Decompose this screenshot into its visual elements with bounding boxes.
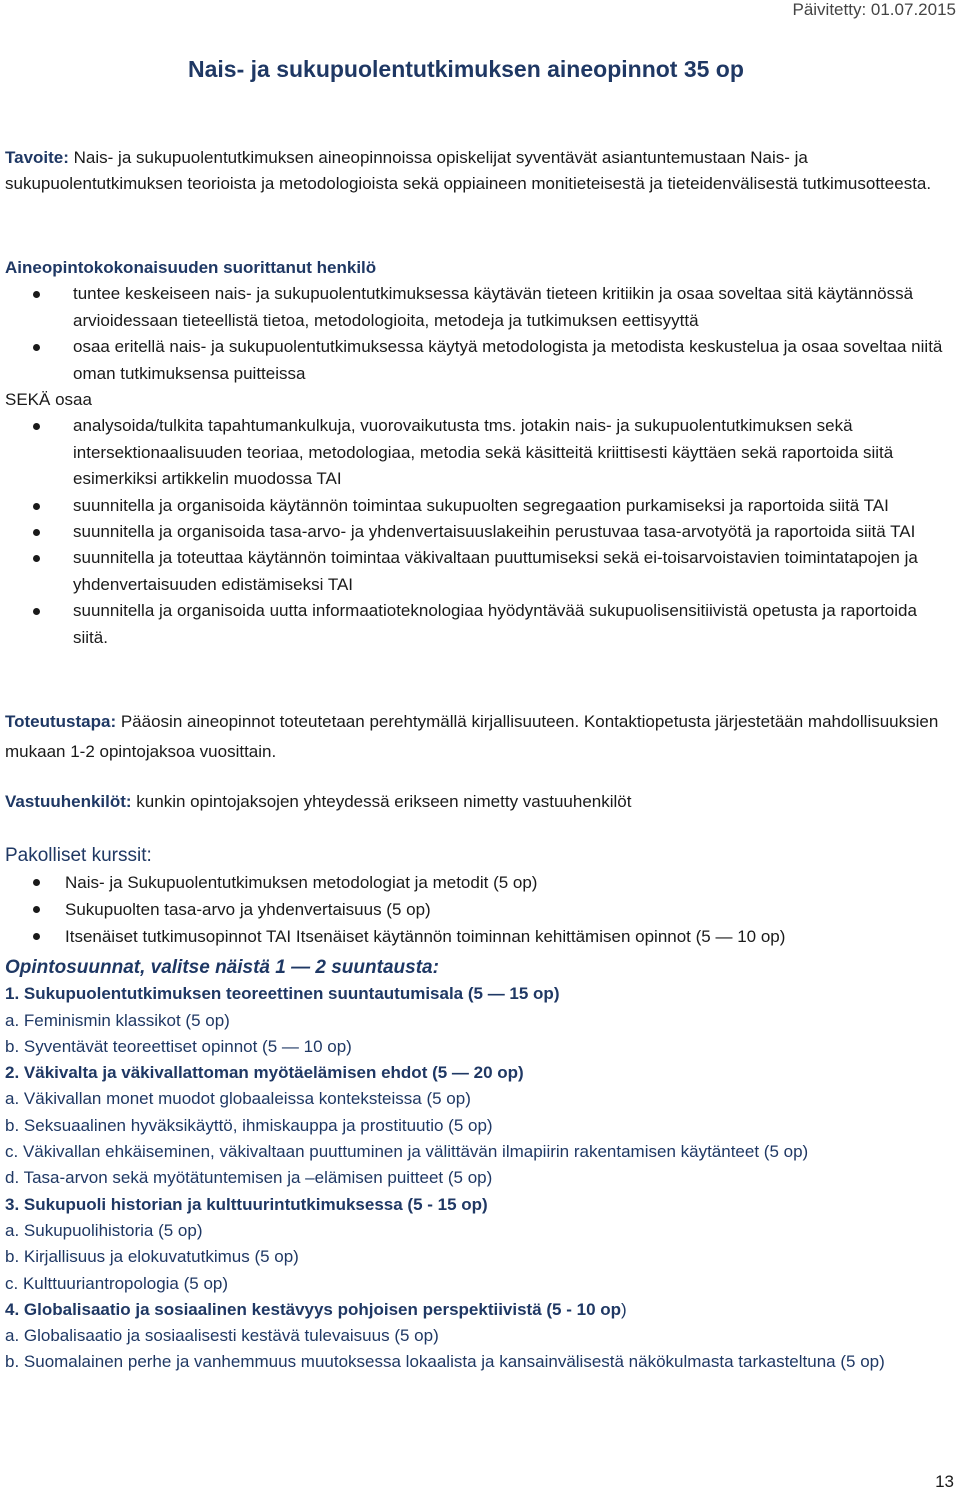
track-item: a. Väkivallan monet muodot globaaleissa konteksteissa (5 op) bbox=[5, 1089, 471, 1109]
also-item: suunnitella ja organisoida uutta informaatioteknologiaa hyödyntävää sukupuolisensitiivistä opetusta ja raportoida siitä. bbox=[5, 598, 956, 651]
track-title: 3. Sukupuoli historian ja kulttuurintutkimuksessa (5 - 15 op) bbox=[5, 1194, 488, 1214]
page-number: 13 bbox=[935, 1472, 954, 1491]
implementation-label: Toteutustapa: bbox=[5, 712, 117, 731]
track-item: b. Suomalainen perhe ja vanhemmuus muutoksessa lokaalista ja kansainvälisestä näkökulmasta tarkasteltuna (5 op) bbox=[5, 1352, 885, 1372]
also-item: suunnitella ja organisoida tasa-arvo- ja yhdenvertaisuuslakeihin perustuvaa tasa-arvotyötä ja raportoida siitä TAI bbox=[5, 519, 956, 545]
track-item: a. Globalisaatio ja sosiaalisesti kestävä tulevaisuus (5 op) bbox=[5, 1326, 439, 1346]
responsible-label: Vastuuhenkilöt: bbox=[5, 792, 132, 811]
track-item: c. Kulttuuriantropologia (5 op) bbox=[5, 1273, 229, 1293]
track-item: d. Tasa-arvon sekä myötätuntemisen ja –elämisen puitteet (5 op) bbox=[5, 1168, 493, 1188]
page-title: Nais- ja sukupuolentutkimuksen aineopinnot 35 op bbox=[188, 56, 744, 82]
goal-section bbox=[5, 145, 956, 198]
mandatory-item: Nais- ja Sukupuolentutkimuksen metodologiat ja metodit (5 op) bbox=[33, 869, 956, 896]
track-item: b. Seksuaalinen hyväksikäyttö, ihmiskauppa ja prostituutio (5 op) bbox=[5, 1115, 493, 1135]
mandatory-section bbox=[5, 842, 956, 950]
track-item: c. Väkivallan ehkäiseminen, väkivaltaan puuttuminen ja välittävän ilmapiirin rakentamisen käytänteet (5 op) bbox=[5, 1142, 809, 1162]
tracks-section bbox=[5, 955, 956, 1376]
track-title: 4. Globalisaatio ja sosiaalinen kestävyys pohjoisen perspektiivistä (5 - 10 op) bbox=[5, 1299, 627, 1319]
updated-date: Päivitetty: 01.07.2015 bbox=[792, 0, 956, 19]
goal-label: Tavoite: bbox=[5, 148, 69, 167]
outcomes-section bbox=[5, 255, 956, 651]
implementation-paragraph bbox=[5, 707, 956, 767]
track-item: b. Syventävät teoreettiset opinnot (5 — 10 op) bbox=[5, 1036, 352, 1056]
responsible-paragraph bbox=[5, 789, 956, 815]
also-item: analysoida/tulkita tapahtumankulkuja, vuorovaikutusta tms. jotakin nais- ja sukupuolentutkimuksen sekä intersektionaalisuuden teoriaa, metodologiaa, metodia sekä käsitteitä kriittisesti käyttäen sekä raportoida siitä esimerkiksi artikkelin muodossa TAI bbox=[5, 413, 956, 492]
goal-text: Nais- ja sukupuolentutkimuksen aineopinnoissa opiskelijat syventävät asiantuntemustaan Nais- ja sukupuolentutkimuksen teorioista ja metodologioista sekä oppiaineen monitieteisestä ja tieteidenvälisestä tutkimusotteesta. bbox=[5, 148, 932, 194]
also-item: suunnitella ja toteuttaa käytännön toimintaa väkivaltaan puuttumiseksi sekä ei-toisarvoistavien toimintatapojen ja yhdenvertaisuuden edistämiseksi TAI bbox=[5, 545, 956, 598]
responsible-section bbox=[5, 789, 956, 815]
implementation-text: Pääosin aineopinnot toteutetaan perehtymällä kirjallisuuteen. Kontaktiopetusta järjestetään mahdollisuuksien mukaan 1-2 opintojaksoa vuosittain. bbox=[5, 712, 939, 761]
mandatory-heading: Pakolliset kurssit: bbox=[5, 845, 152, 866]
implementation-section bbox=[5, 707, 956, 767]
also-item: suunnitella ja organisoida käytännön toimintaa sukupuolten segregaation purkamiseksi ja raportoida siitä TAI bbox=[5, 493, 956, 519]
outcomes-heading: Aineopintokokonaisuuden suorittanut henkilö bbox=[5, 258, 377, 277]
responsible-text: kunkin opintojaksojen yhteydessä erikseen nimetty vastuuhenkilöt bbox=[131, 792, 632, 811]
goal-paragraph bbox=[5, 145, 956, 198]
also-list bbox=[5, 413, 956, 651]
tracks-heading: Opintosuunnat, valitse näistä 1 — 2 suuntausta: bbox=[5, 957, 439, 978]
track-item: a. Feminismin klassikot (5 op) bbox=[5, 1010, 230, 1030]
outcomes-list bbox=[5, 281, 956, 387]
mandatory-item: Itsenäiset tutkimusopinnot TAI Itsenäiset käytännön toiminnan kehittämisen opinnot (5 — 10 op) bbox=[33, 923, 956, 950]
also-label: SEKÄ osaa bbox=[5, 390, 92, 410]
track-title: 2. Väkivalta ja väkivallattoman myötäelämisen ehdot (5 — 20 op) bbox=[5, 1063, 524, 1083]
mandatory-item: Sukupuolten tasa-arvo ja yhdenvertaisuus (5 op) bbox=[33, 896, 956, 923]
mandatory-list bbox=[5, 869, 956, 950]
track-item: a. Sukupuolihistoria (5 op) bbox=[5, 1220, 203, 1240]
outcome-item: tuntee keskeiseen nais- ja sukupuolentutkimuksessa käytävän tieteen kritiikin ja osaa soveltaa sitä käytännössä arvioidessaan tieteellistä tietoa, metodologioita, metodeja ja tutkimuksen eettisyyttä bbox=[5, 281, 956, 334]
track-title: 1. Sukupuolentutkimuksen teoreettinen suuntautumisala (5 — 15 op) bbox=[5, 984, 560, 1004]
track-item: b. Kirjallisuus ja elokuvatutkimus (5 op) bbox=[5, 1247, 299, 1267]
outcome-item: osaa eritellä nais- ja sukupuolentutkimuksessa käytyä metodologista ja metodista keskustelua ja osaa soveltaa niitä oman tutkimuksensa puitteissa bbox=[5, 334, 956, 387]
